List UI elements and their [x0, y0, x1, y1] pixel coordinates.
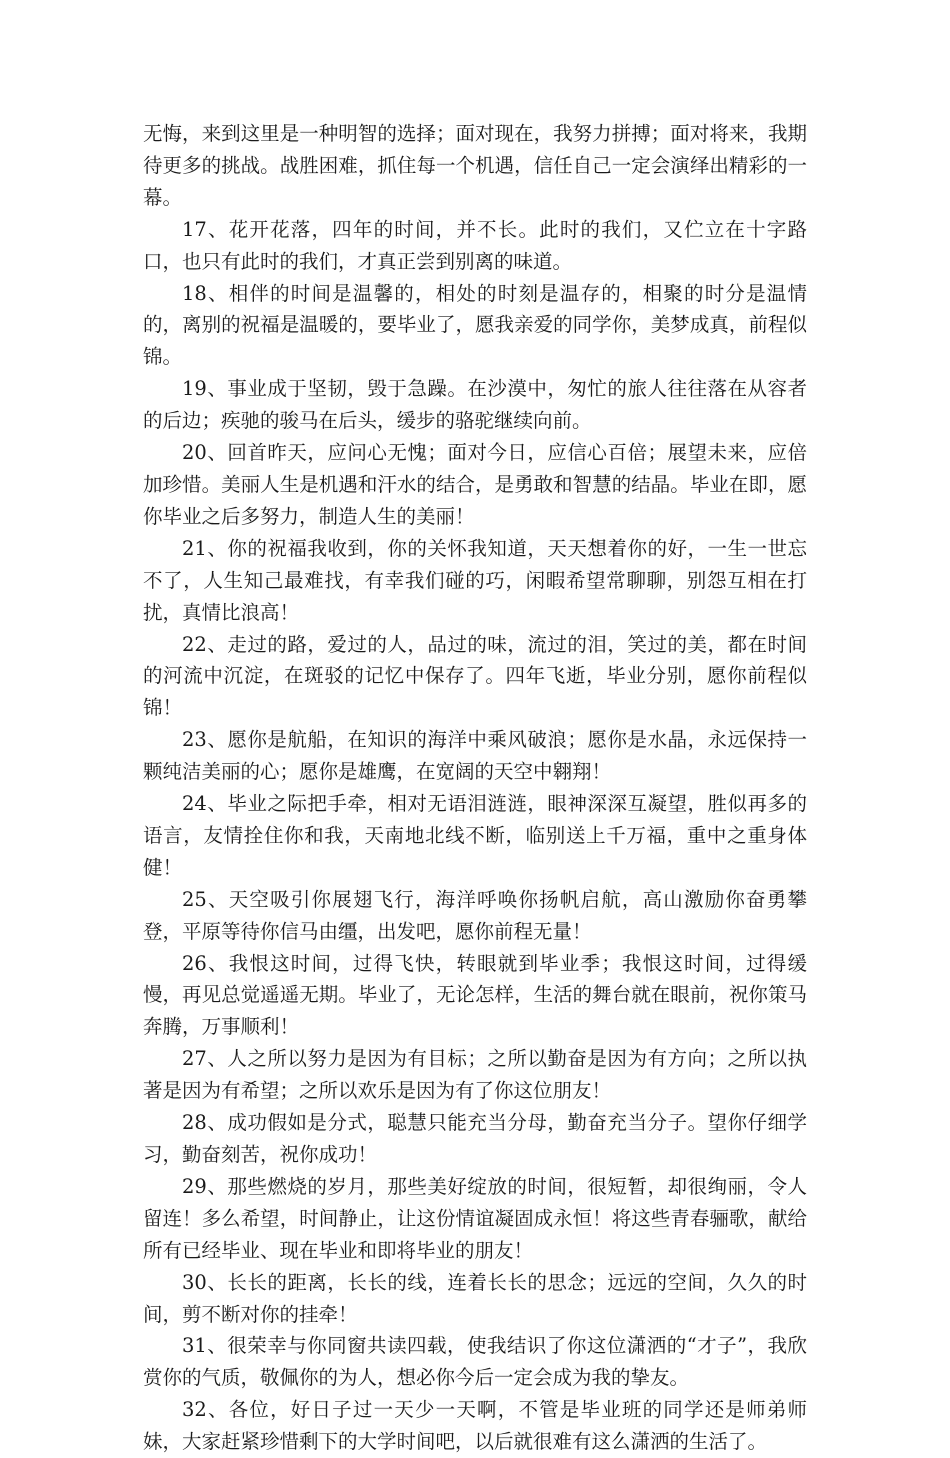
paragraph-32: 32、各位，好日子过一天少一天啊，不管是毕业班的同学还是师弟师妹，大家赶紧珍惜剩下的大学时间吧，以后就很难有这么潇洒的生活了。 [143, 1398, 807, 1454]
paragraph-continuation: 无悔，来到这里是一种明智的选择；面对现在，我努力拼搏；面对将来，我期待更多的挑战。战胜困难，抓住每一个机遇，信任自己一定会演绎出精彩的一幕。 [143, 122, 807, 209]
paragraph-20: 20、回首昨天，应问心无愧；面对今日，应信心百倍；展望未来，应倍加珍惜。美丽人生是机遇和汗水的结合，是勇敢和智慧的结晶。毕业在即，愿你毕业之后多努力，制造人生的美丽！ [143, 441, 807, 528]
paragraph-28: 28、成功假如是分式，聪慧只能充当分母，勤奋充当分子。望你仔细学习，勤奋刻苦，祝你成功！ [143, 1111, 807, 1166]
paragraph-17: 17、花开花落，四年的时间，并不长。此时的我们，又伫立在十字路口，也只有此时的我们，才真正尝到别离的味道。 [143, 217, 807, 273]
paragraph-29: 29、那些燃烧的岁月，那些美好绽放的时间，很短暂，却很绚丽，令人留连！多么希望，时间静止，让这份情谊凝固成永恒！将这些青春骊歌，献给所有已经毕业、现在毕业和即将毕业的朋友！ [143, 1174, 807, 1262]
paragraph-21: 21、你的祝福我收到，你的关怀我知道，天天想着你的好，一生一世忘不了，人生知己最难找，有幸我们碰的巧，闲暇希望常聊聊，别怨互相在打扰，真情比浪高！ [143, 536, 807, 624]
paragraph-26: 26、我恨这时间，过得飞快，转眼就到毕业季；我恨这时间，过得缓慢，再见总觉遥遥无期。毕业了，无论怎样，生活的舞台就在眼前，祝你策马奔腾，万事顺利！ [143, 951, 807, 1039]
paragraph-25: 25、天空吸引你展翅飞行，海洋呼唤你扬帆启航，高山激励你奋勇攀登，平原等待你信马由缰，出发吧，愿你前程无量！ [143, 887, 807, 943]
paragraph-31: 31、很荣幸与你同窗共读四载，使我结识了你这位潇洒的“才子”，我欣赏你的气质，敬佩你的为人，想必你今后一定会成为我的挚友。 [143, 1334, 807, 1390]
document-page [143, 118, 807, 1458]
paragraph-27: 27、人之所以努力是因为有目标；之所以勤奋是因为有方向；之所以执著是因为有希望；之所以欢乐是因为有了你这位朋友！ [143, 1047, 807, 1103]
paragraph-22: 22、走过的路，爱过的人，品过的味，流过的泪，笑过的美，都在时间的河流中沉淀，在斑驳的记忆中保存了。四年飞逝，毕业分别，愿你前程似锦！ [143, 632, 807, 720]
paragraph-19: 19、事业成于坚韧，毁于急躁。在沙漠中，匆忙的旅人往往落在从容者的后边；疾驰的骏马在后头，缓步的骆驼继续向前。 [143, 377, 807, 433]
paragraph-23: 23、愿你是航船，在知识的海洋中乘风破浪；愿你是水晶，永远保持一颗纯洁美丽的心；愿你是雄鹰，在宽阔的天空中翱翔！ [143, 728, 807, 784]
paragraph-18: 18、相伴的时间是温馨的，相处的时刻是温存的，相聚的时分是温情的，离别的祝福是温暖的，要毕业了，愿我亲爱的同学你，美梦成真，前程似锦。 [143, 281, 807, 369]
paragraph-24: 24、毕业之际把手牵，相对无语泪涟涟，眼神深深互凝望，胜似再多的语言，友情拴住你和我，天南地北线不断，临别送上千万福，重中之重身体健！ [143, 792, 807, 879]
paragraph-30: 30、长长的距离，长长的线，连着长长的思念；远远的空间，久久的时间，剪不断对你的挂牵！ [143, 1270, 807, 1326]
